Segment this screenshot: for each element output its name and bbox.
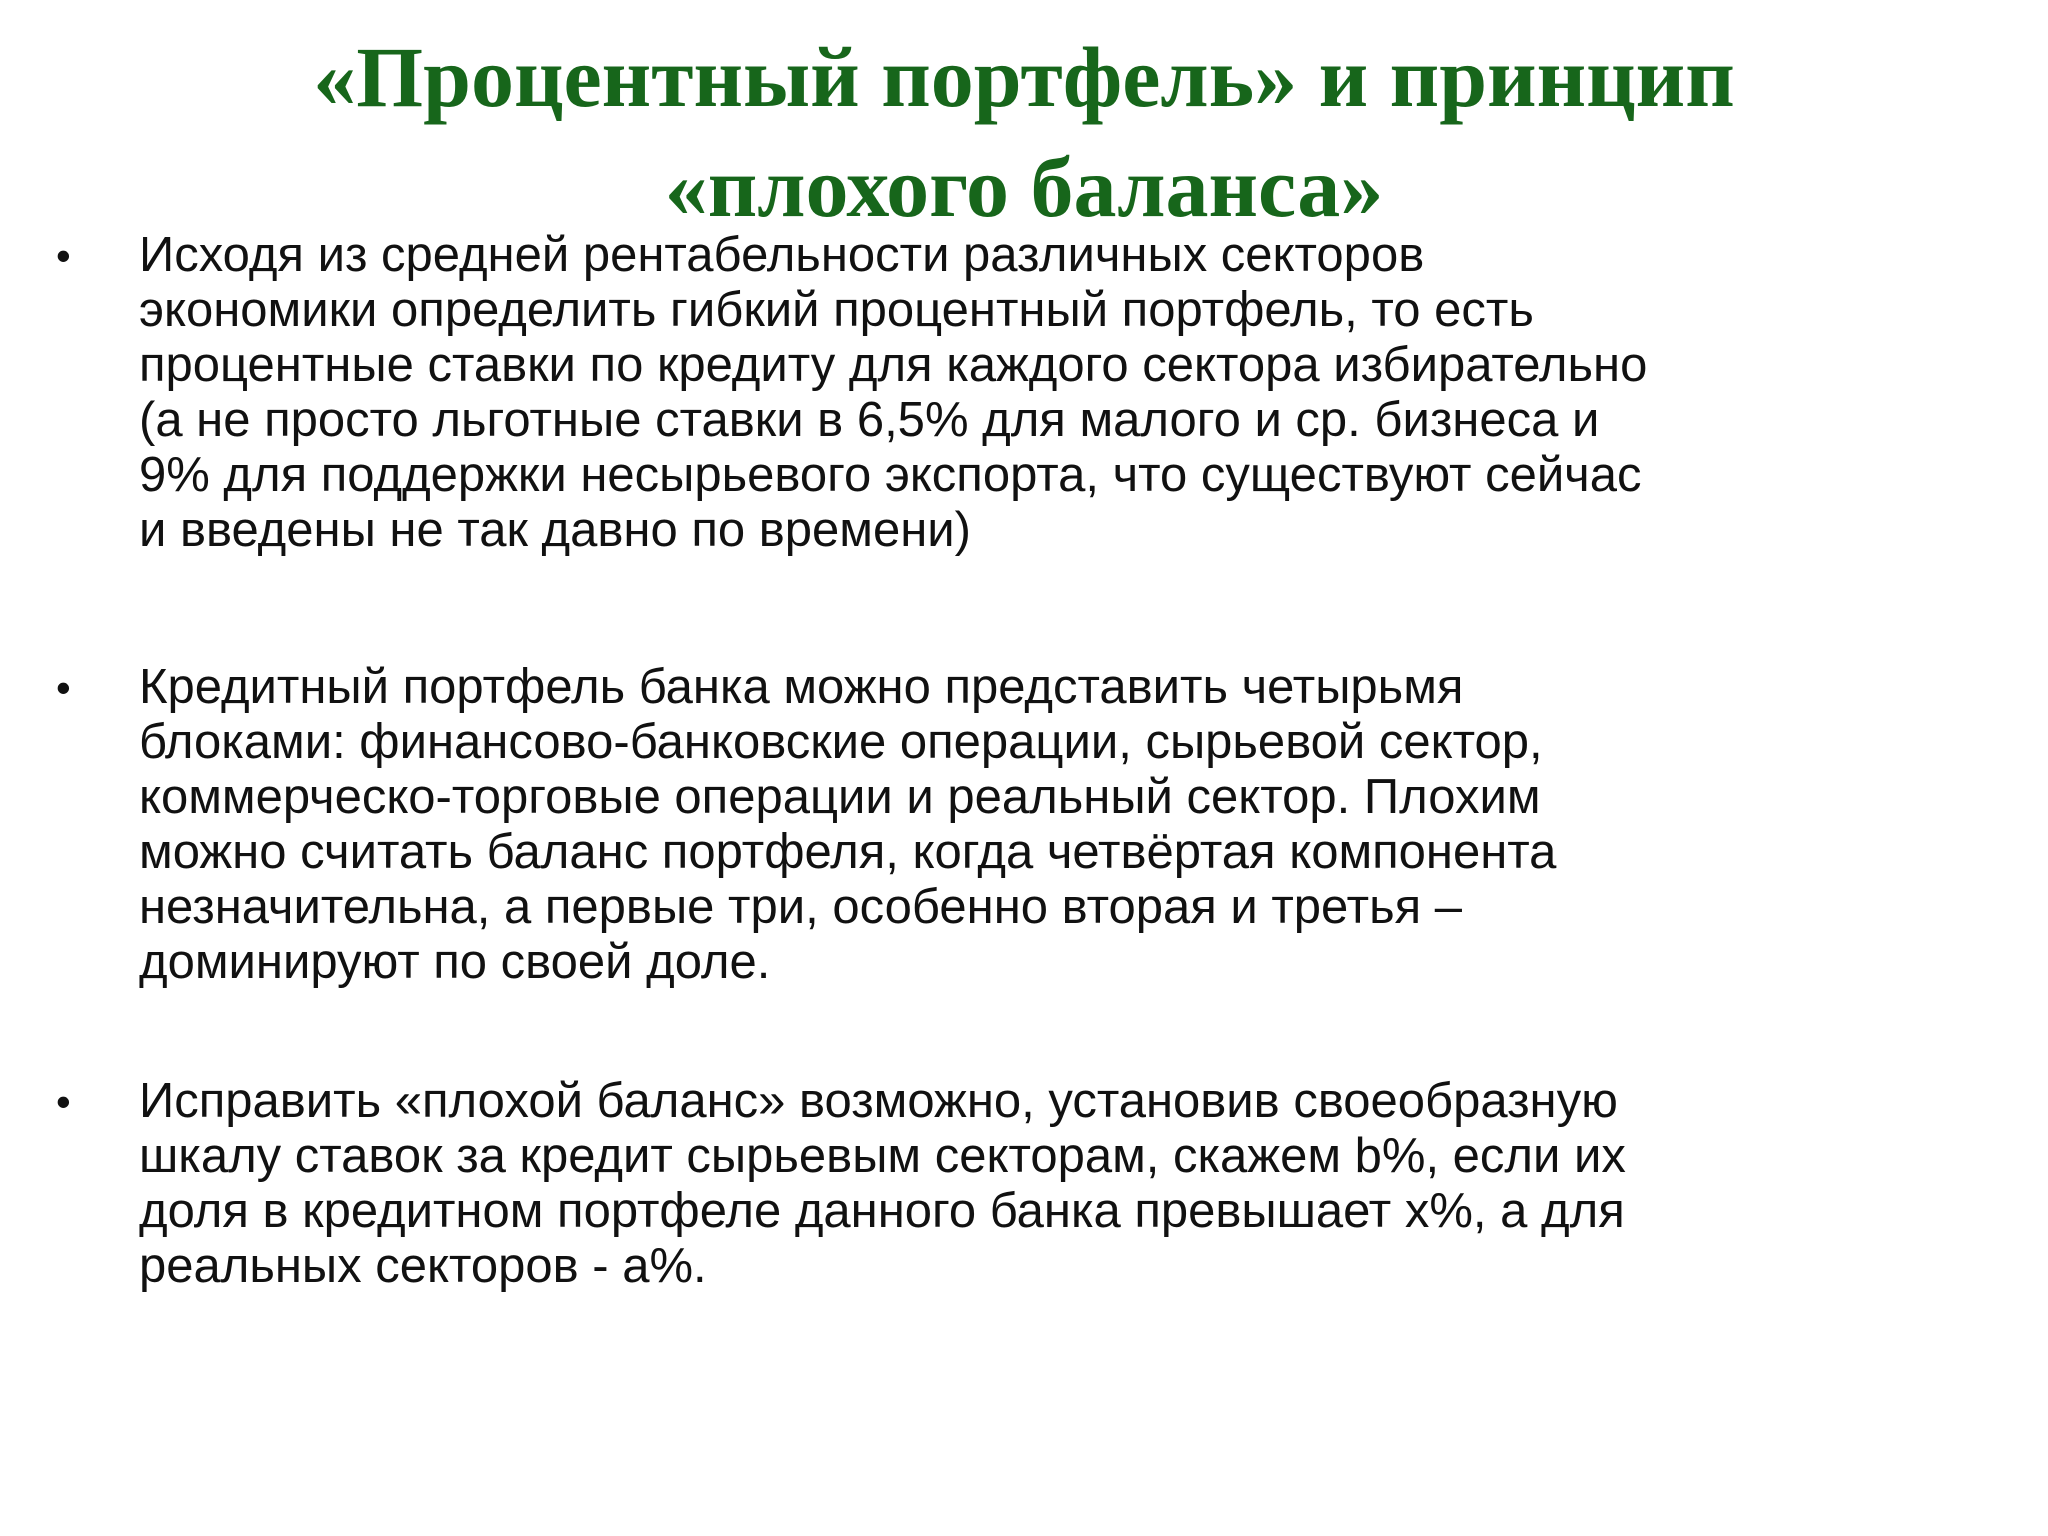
title-line: «Процентный портфель» и принцип bbox=[313, 29, 1735, 125]
text-line: можно считать баланс портфеля, когда четвёртая компонента bbox=[139, 825, 1557, 879]
bullet-text bbox=[139, 1074, 1969, 1294]
bullet-icon: • bbox=[56, 232, 71, 279]
bullet-text bbox=[139, 228, 1969, 558]
text-line: Кредитный портфель банка можно представить четырьмя bbox=[139, 660, 1464, 714]
text-line: незначительна, а первые три, особенно вторая и третья – bbox=[139, 880, 1463, 934]
slide-title bbox=[0, 22, 2048, 242]
text-line: экономики определить гибкий процентный портфель, то есть bbox=[139, 283, 1534, 337]
text-line: 9% для поддержки несырьевого экспорта, что существуют сейчас bbox=[139, 448, 1642, 502]
text-line: доля в кредитном портфеле данного банка превышает x%, а для bbox=[139, 1184, 1625, 1238]
text-line: реальных секторов - a%. bbox=[139, 1239, 707, 1293]
text-line: Исходя из средней рентабельности различных секторов bbox=[139, 228, 1425, 282]
text-line: и введены не так давно по времени) bbox=[139, 503, 971, 557]
text-line: коммерческо-торговые операции и реальный сектор. Плохим bbox=[139, 770, 1541, 824]
bullet-icon: • bbox=[56, 664, 71, 711]
bullet-text bbox=[139, 660, 1969, 990]
text-line: процентные ставки по кредиту для каждого сектора избирательно bbox=[139, 338, 1648, 392]
text-line: Исправить «плохой баланс» возможно, установив своеобразную bbox=[139, 1074, 1618, 1128]
text-line: блоками: финансово-банковские операции, сырьевой сектор, bbox=[139, 715, 1543, 769]
text-line: (а не просто льготные ставки в 6,5% для малого и ср. бизнеса и bbox=[139, 393, 1600, 447]
text-line: доминируют по своей доле. bbox=[139, 935, 771, 989]
text-line: шкалу ставок за кредит сырьевым секторам, скажем b%, если их bbox=[139, 1129, 1626, 1183]
title-line: «плохого баланса» bbox=[664, 139, 1384, 235]
bullet-icon: • bbox=[56, 1078, 71, 1125]
